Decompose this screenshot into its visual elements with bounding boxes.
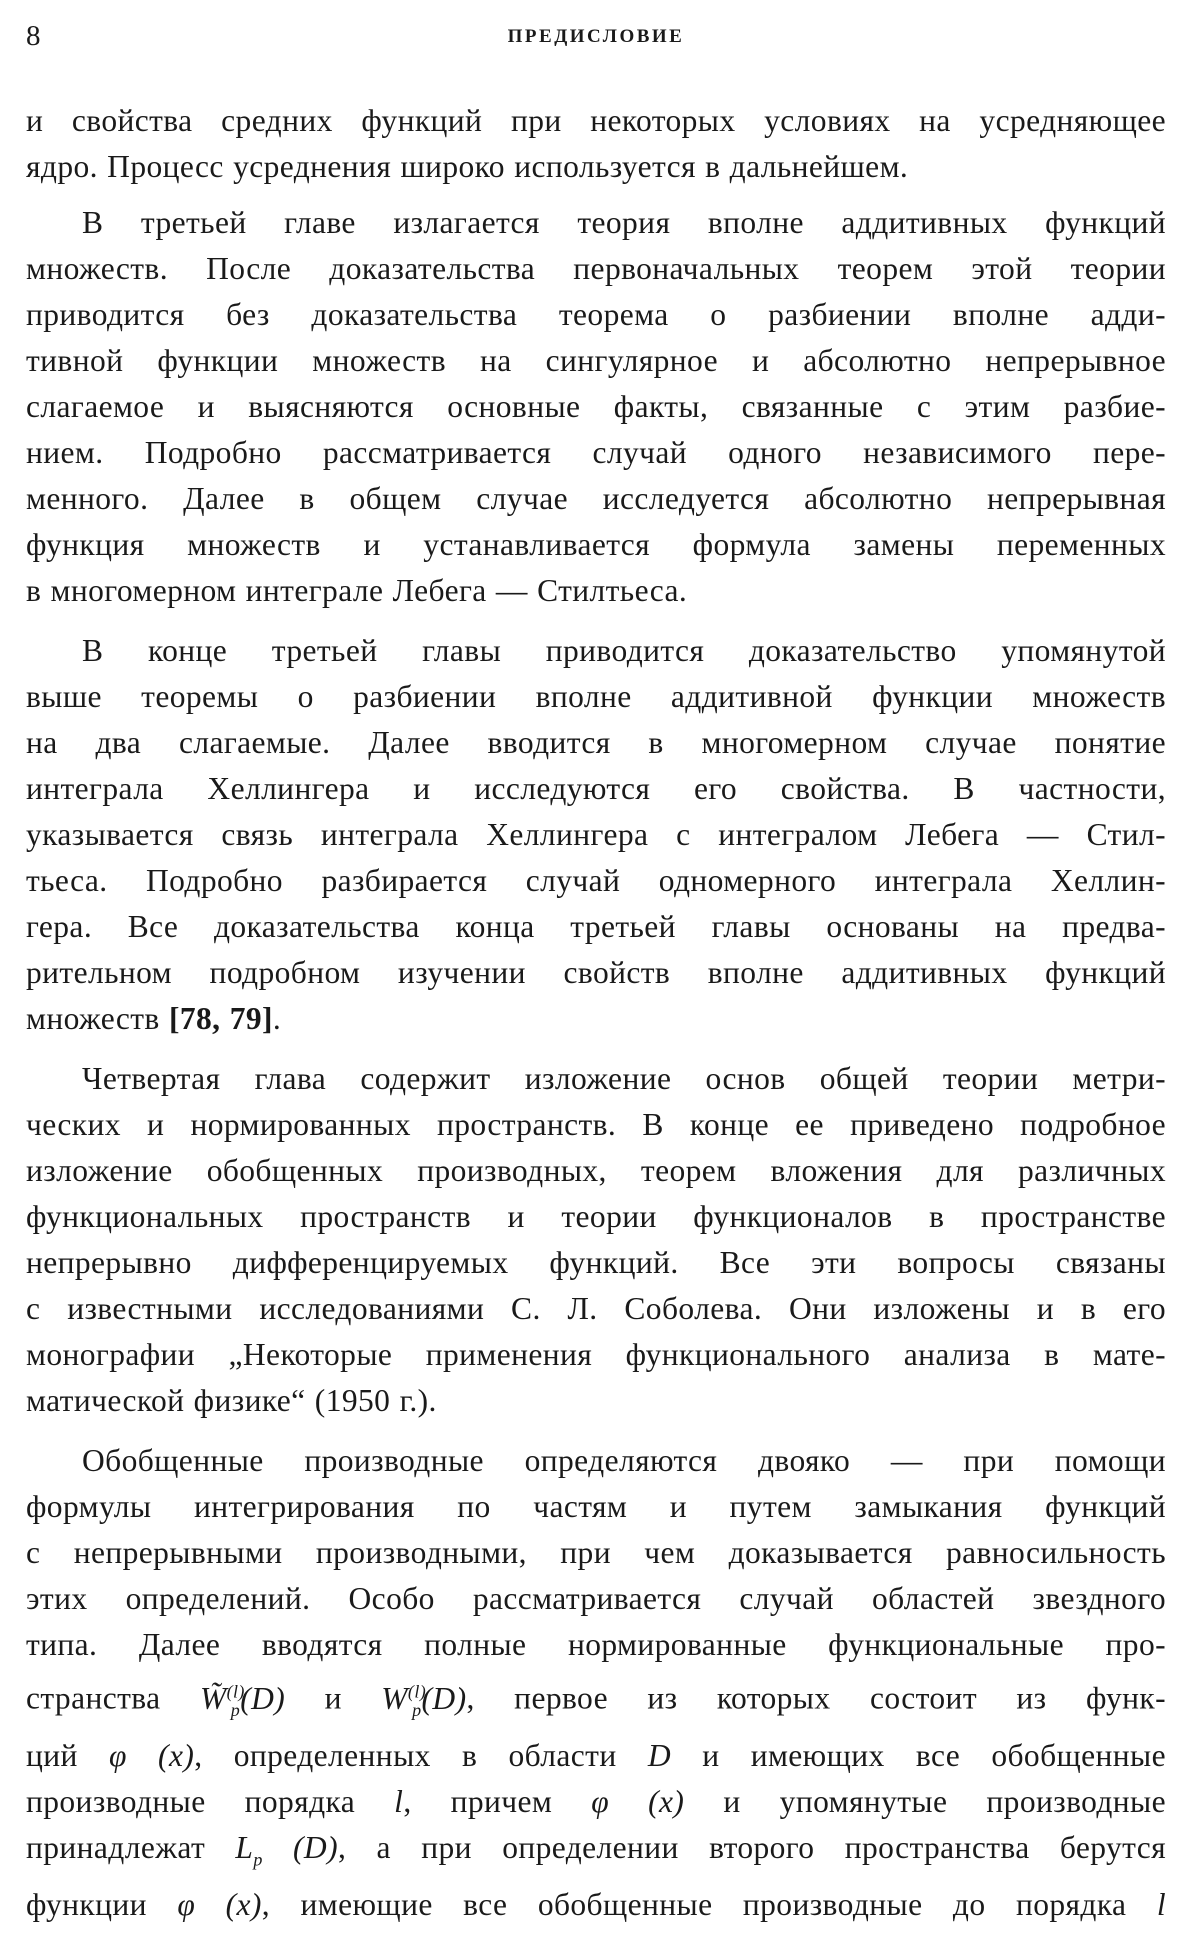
line-text: принадлежат bbox=[26, 1829, 236, 1865]
line-text: , а при определении второго пространства берутся bbox=[337, 1829, 1166, 1865]
text-line: на два слагаемые. Далее вводится в многомерном случае понятие bbox=[26, 725, 1166, 760]
math-lp bbox=[235, 1829, 338, 1870]
text-line: множеств. После доказательства первоначальных теорем этой теории bbox=[26, 251, 1166, 286]
text-line: Обобщенные производные определяются двояко — при помощи bbox=[82, 1443, 1166, 1478]
text-line bbox=[26, 1668, 1166, 1733]
line-text: , определенных в области bbox=[194, 1737, 648, 1773]
math-arg: (D) bbox=[240, 1680, 286, 1716]
line-text: и упомянутые производные bbox=[684, 1783, 1166, 1819]
math-sub: p bbox=[412, 1699, 422, 1720]
text-line: с известными исследованиями С. Л. Соболева. Они изложены и в его bbox=[26, 1291, 1166, 1326]
text-line: непрерывно дифференцируемых функций. Все эти вопросы связаны bbox=[26, 1245, 1166, 1280]
text-line: матической физике“ (1950 г.). bbox=[26, 1383, 437, 1418]
line-text: , первое из которых состоит из функ- bbox=[466, 1680, 1166, 1716]
text-line: приводится без доказательства теорема о разбиении вполне адди- bbox=[26, 297, 1166, 332]
line-text: , имеющие все обобщенные производные до порядка bbox=[261, 1887, 1157, 1923]
text-line: с непрерывными производными, при чем доказывается равносильность bbox=[26, 1535, 1166, 1570]
citation-ref: [78, 79] bbox=[168, 1001, 273, 1036]
text-line: изложение обобщенных производных, теорем вложения для различных bbox=[26, 1153, 1166, 1188]
text-line: типа. Далее вводятся полные нормированные функциональные про- bbox=[26, 1627, 1166, 1662]
text-line: менного. Далее в общем случае исследуется абсолютно непрерывная bbox=[26, 481, 1166, 516]
text-line: этих определений. Особо рассматривается случай областей звездного bbox=[26, 1581, 1166, 1616]
paragraph bbox=[26, 200, 1166, 614]
text-line: интеграла Хеллингера и исследуются его свойства. В частности, bbox=[26, 771, 1166, 806]
text-line bbox=[26, 996, 1166, 1042]
text-line: указывается связь интеграла Хеллингера с интегралом Лебега — Стил- bbox=[26, 817, 1166, 852]
math-symbol-w bbox=[381, 1680, 467, 1720]
math-arg: (D) bbox=[262, 1829, 338, 1865]
text-line: монографии „Некоторые применения функционального анализа в мате- bbox=[26, 1337, 1166, 1372]
line-text: и имеющих все обобщенные bbox=[670, 1737, 1166, 1773]
math-phi-x: φ (x) bbox=[591, 1783, 685, 1819]
text-line bbox=[26, 1825, 1166, 1882]
text-line: слагаемое и выясняются основные факты, связанные с этим разбие- bbox=[26, 389, 1166, 424]
text-line: формулы интегрирования по частям и путем замыкания функций bbox=[26, 1489, 1166, 1524]
text-line: выше теоремы о разбиении вполне аддитивной функции множеств bbox=[26, 679, 1166, 714]
text-line: функция множеств и устанавливается формула замены переменных bbox=[26, 527, 1166, 562]
paragraph bbox=[26, 628, 1166, 1042]
math-sub: p bbox=[230, 1699, 241, 1720]
text-line: В конце третьей главы приводится доказательство упомянутой bbox=[82, 633, 1166, 668]
math-sup: (l) bbox=[407, 1681, 427, 1701]
line-end: . bbox=[272, 1001, 282, 1036]
book-page bbox=[26, 16, 1166, 1942]
math-var: L bbox=[235, 1829, 254, 1865]
paragraph bbox=[26, 1438, 1166, 1928]
math-sup: (l) bbox=[226, 1681, 245, 1701]
paragraph bbox=[26, 1056, 1166, 1424]
line-text: ций bbox=[26, 1737, 109, 1773]
math-var: W bbox=[381, 1680, 408, 1716]
line-text: множеств bbox=[26, 1001, 169, 1036]
line-text: странства bbox=[26, 1680, 200, 1716]
page-header bbox=[26, 16, 1166, 64]
text-line: гера. Все доказательства конца третьей главы основаны на предва- bbox=[26, 909, 1166, 944]
text-line: в многомерном интеграле Лебега — Стилтьеса. bbox=[26, 573, 688, 608]
text-line: рительном подробном изучении свойств вполне аддитивных функций bbox=[26, 955, 1166, 990]
math-var: W̃ bbox=[199, 1680, 227, 1716]
text-line: тьеса. Подробно разбирается случай одномерного интеграла Хеллин- bbox=[26, 863, 1166, 898]
text-line: В третьей главе излагается теория вполне аддитивных функций bbox=[82, 205, 1166, 240]
text-line: ческих и нормированных пространств. В конце ее приведено подробное bbox=[26, 1107, 1166, 1142]
running-head: ПРЕДИСЛОВИЕ bbox=[507, 26, 685, 47]
text-line bbox=[26, 1779, 1166, 1825]
page-number: 8 bbox=[26, 20, 42, 52]
text-line: нием. Подробно рассматривается случай одного независимого пере- bbox=[26, 435, 1166, 470]
math-symbol-w-tilde bbox=[199, 1680, 286, 1720]
text-line: ядро. Процесс усреднения широко используется в дальнейшем. bbox=[26, 149, 909, 184]
text-line: Четвертая глава содержит изложение основ общей теории метри- bbox=[82, 1061, 1166, 1096]
text-line: функциональных пространств и теории функционалов в пространстве bbox=[26, 1199, 1166, 1234]
math-phi-x: φ (x) bbox=[109, 1737, 195, 1773]
math-var: l bbox=[1156, 1887, 1167, 1923]
math-var: l bbox=[394, 1783, 404, 1819]
math-sub: p bbox=[253, 1849, 263, 1870]
math-var: D bbox=[647, 1737, 671, 1773]
math-arg: (D) bbox=[421, 1680, 467, 1716]
body-text bbox=[26, 98, 1166, 1928]
math-phi-x: φ (x) bbox=[177, 1887, 262, 1923]
text-line bbox=[26, 1733, 1166, 1779]
paragraph bbox=[26, 98, 1166, 190]
line-text: , причем bbox=[403, 1783, 592, 1819]
text-line: и свойства средних функций при некоторых условиях на усредняющее bbox=[26, 103, 1166, 138]
text-line: тивной функции множеств на сингулярное и абсолютно непрерывное bbox=[26, 343, 1166, 378]
line-text: и bbox=[285, 1680, 382, 1716]
line-text: производные порядка bbox=[26, 1783, 395, 1819]
line-text: функции bbox=[26, 1887, 178, 1923]
text-line bbox=[26, 1882, 1166, 1928]
